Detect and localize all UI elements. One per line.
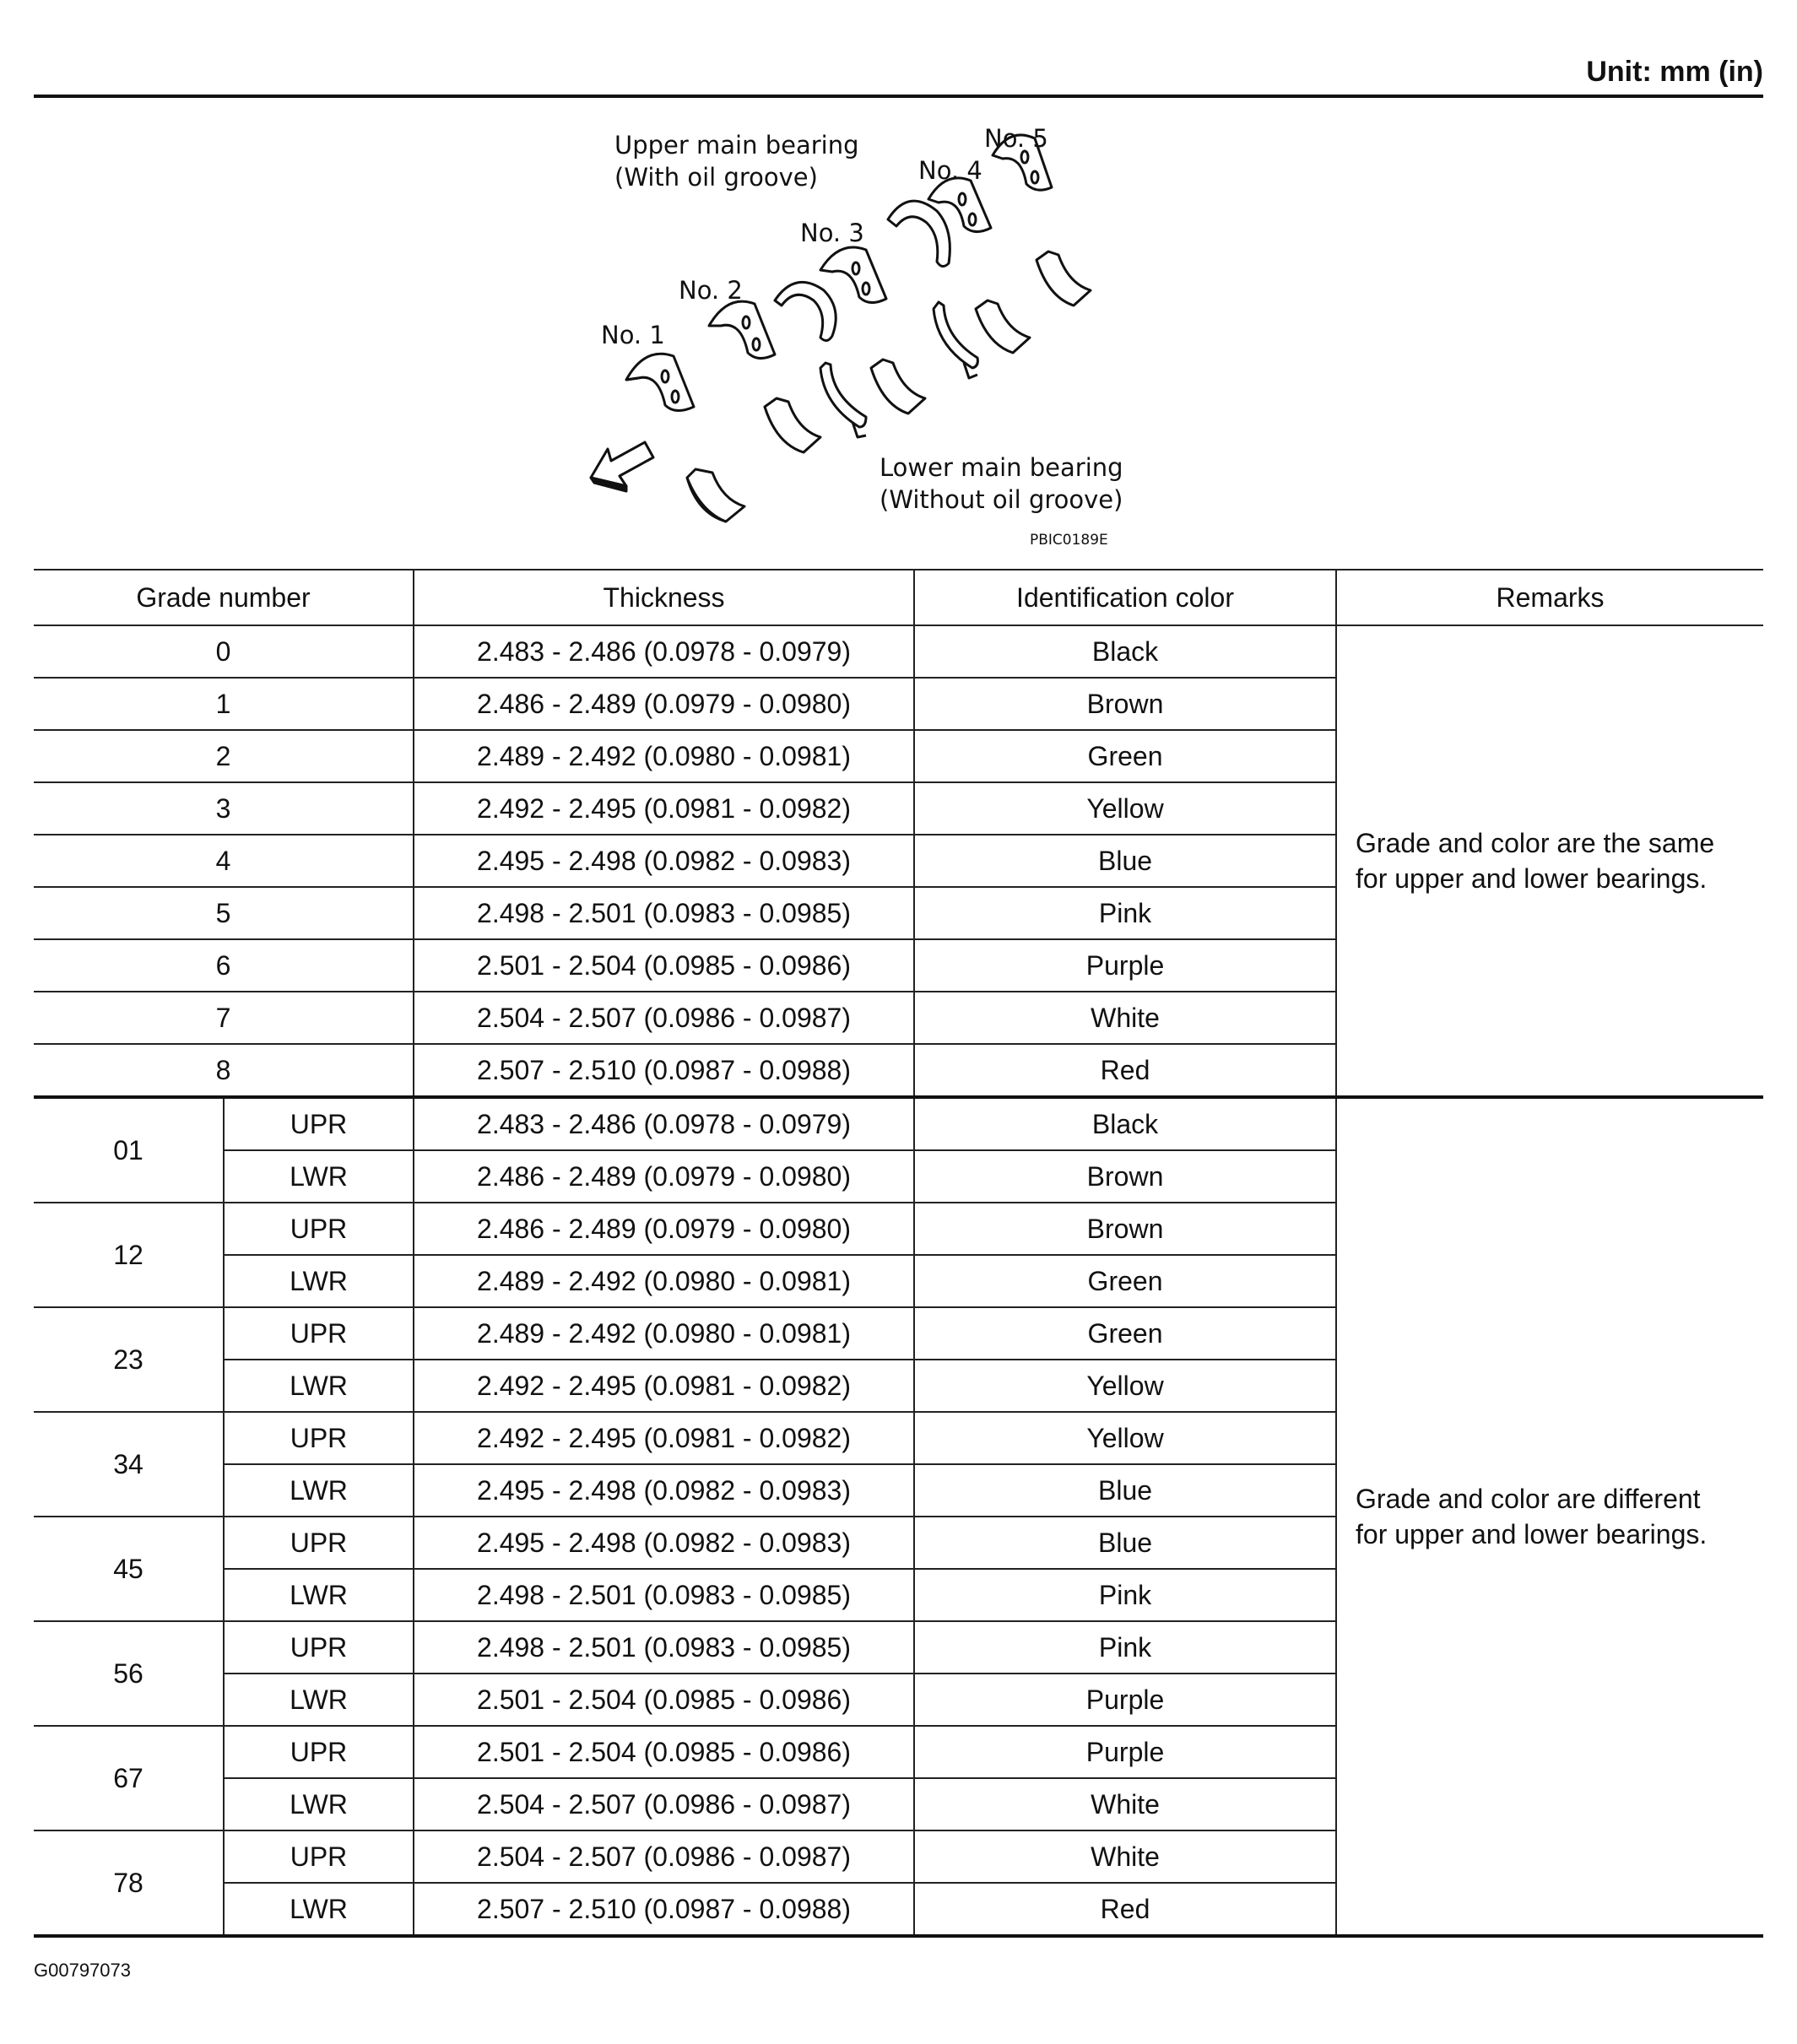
bearing-number-4: No. 4 xyxy=(918,156,982,185)
color-cell: White xyxy=(914,992,1336,1044)
grade-cell: 01 xyxy=(34,1097,224,1203)
thickness-cell: 2.501 - 2.504 (0.0985 - 0.0986) xyxy=(414,1726,914,1778)
thickness-cell: 2.492 - 2.495 (0.0981 - 0.0982) xyxy=(414,782,914,835)
thickness-cell: 2.486 - 2.489 (0.0979 - 0.0980) xyxy=(414,1203,914,1255)
position-cell: LWR xyxy=(224,1255,414,1307)
color-cell: Yellow xyxy=(914,782,1336,835)
position-cell: UPR xyxy=(224,1830,414,1883)
bearing-number-2: No. 2 xyxy=(679,276,743,305)
remark-different-line1: Grade and color are different xyxy=(1356,1484,1701,1514)
color-cell: Black xyxy=(914,625,1336,678)
color-cell: Purple xyxy=(914,1674,1336,1726)
lower-label-line1: Lower main bearing xyxy=(880,453,1123,482)
position-cell: LWR xyxy=(224,1360,414,1412)
top-rule xyxy=(34,95,1763,98)
thickness-cell: 2.498 - 2.501 (0.0983 - 0.0985) xyxy=(414,887,914,939)
color-cell: White xyxy=(914,1778,1336,1830)
thickness-cell: 2.504 - 2.507 (0.0986 - 0.0987) xyxy=(414,992,914,1044)
position-cell: LWR xyxy=(224,1778,414,1830)
thrust-washer-upper xyxy=(775,282,836,340)
upper-label-line2: (With oil groove) xyxy=(614,163,818,192)
position-cell: UPR xyxy=(224,1412,414,1464)
thickness-cell: 2.489 - 2.492 (0.0980 - 0.0981) xyxy=(414,1255,914,1307)
remark-different xyxy=(1336,1097,1763,1936)
color-cell: Green xyxy=(914,1307,1336,1360)
thrust-washer-upper-2 xyxy=(888,201,950,266)
thrust-washer-lower xyxy=(820,363,866,437)
color-cell: White xyxy=(914,1830,1336,1883)
upper-shell-4 xyxy=(928,178,991,232)
color-cell: Brown xyxy=(914,1150,1336,1203)
thickness-cell: 2.483 - 2.486 (0.0978 - 0.0979) xyxy=(414,1097,914,1150)
thickness-cell: 2.504 - 2.507 (0.0986 - 0.0987) xyxy=(414,1778,914,1830)
color-cell: Black xyxy=(914,1097,1336,1150)
lower-shell-5 xyxy=(1037,251,1091,306)
thickness-cell: 2.501 - 2.504 (0.0985 - 0.0986) xyxy=(414,939,914,992)
grade-cell: 23 xyxy=(34,1307,224,1412)
figure-code: PBIC0189E xyxy=(1030,532,1108,549)
grade-cell: 6 xyxy=(34,939,414,992)
grade-cell: 2 xyxy=(34,730,414,782)
thickness-cell: 2.486 - 2.489 (0.0979 - 0.0980) xyxy=(414,1150,914,1203)
bearing-diagram xyxy=(574,110,1215,565)
thickness-cell: 2.495 - 2.498 (0.0982 - 0.0983) xyxy=(414,1464,914,1517)
color-cell: Red xyxy=(914,1044,1336,1097)
remark-different-line2: for upper and lower bearings. xyxy=(1356,1519,1708,1549)
position-cell: UPR xyxy=(224,1097,414,1150)
position-cell: UPR xyxy=(224,1726,414,1778)
bearing-illustration xyxy=(574,110,1215,565)
color-cell: Yellow xyxy=(914,1412,1336,1464)
upper-shell-1 xyxy=(626,354,694,410)
grade-cell: 67 xyxy=(34,1726,224,1830)
thickness-cell: 2.483 - 2.486 (0.0978 - 0.0979) xyxy=(414,625,914,678)
color-cell: Yellow xyxy=(914,1360,1336,1412)
position-cell: UPR xyxy=(224,1203,414,1255)
position-cell: LWR xyxy=(224,1569,414,1621)
grade-cell: 8 xyxy=(34,1044,414,1097)
upper-shell-3 xyxy=(820,247,886,303)
color-cell: Pink xyxy=(914,1569,1336,1621)
lower-shell-4 xyxy=(976,300,1030,353)
thickness-cell: 2.495 - 2.498 (0.0982 - 0.0983) xyxy=(414,1517,914,1569)
thickness-cell: 2.507 - 2.510 (0.0987 - 0.0988) xyxy=(414,1044,914,1097)
thickness-cell: 2.498 - 2.501 (0.0983 - 0.0985) xyxy=(414,1621,914,1674)
position-cell: LWR xyxy=(224,1464,414,1517)
document-id: G00797073 xyxy=(34,1960,131,1981)
header-thickness: Thickness xyxy=(414,570,914,625)
grade-cell: 1 xyxy=(34,678,414,730)
front-direction-arrow-icon xyxy=(591,442,653,491)
bearing-number-5: No. 5 xyxy=(984,124,1048,153)
position-cell: LWR xyxy=(224,1883,414,1936)
remark-same xyxy=(1336,625,1763,1097)
bearing-grade-table xyxy=(34,569,1763,1938)
grade-cell: 12 xyxy=(34,1203,224,1307)
upper-shell-2 xyxy=(709,301,775,358)
grade-cell: 4 xyxy=(34,835,414,887)
position-cell: UPR xyxy=(224,1307,414,1360)
color-cell: Blue xyxy=(914,1517,1336,1569)
color-cell: Brown xyxy=(914,1203,1336,1255)
unit-label: Unit: mm (in) xyxy=(1586,56,1763,88)
color-cell: Blue xyxy=(914,1464,1336,1517)
grade-cell: 0 xyxy=(34,625,414,678)
lower-label-line2: (Without oil groove) xyxy=(880,485,1123,514)
thickness-cell: 2.489 - 2.492 (0.0980 - 0.0981) xyxy=(414,730,914,782)
color-cell: Green xyxy=(914,730,1336,782)
grade-cell: 56 xyxy=(34,1621,224,1726)
thickness-cell: 2.492 - 2.495 (0.0981 - 0.0982) xyxy=(414,1360,914,1412)
color-cell: Brown xyxy=(914,678,1336,730)
thickness-cell: 2.495 - 2.498 (0.0982 - 0.0983) xyxy=(414,835,914,887)
color-cell: Purple xyxy=(914,939,1336,992)
thickness-cell: 2.489 - 2.492 (0.0980 - 0.0981) xyxy=(414,1307,914,1360)
grade-cell: 5 xyxy=(34,887,414,939)
remark-same-line1: Grade and color are the same xyxy=(1356,828,1715,858)
lower-shell-2 xyxy=(765,398,820,452)
grade-cell: 45 xyxy=(34,1517,224,1621)
lower-shell-1 xyxy=(687,469,744,522)
color-cell: Red xyxy=(914,1883,1336,1936)
thickness-cell: 2.498 - 2.501 (0.0983 - 0.0985) xyxy=(414,1569,914,1621)
grade-cell: 34 xyxy=(34,1412,224,1517)
thickness-cell: 2.486 - 2.489 (0.0979 - 0.0980) xyxy=(414,678,914,730)
table-row xyxy=(34,625,1763,678)
thickness-cell: 2.504 - 2.507 (0.0986 - 0.0987) xyxy=(414,1830,914,1883)
position-cell: LWR xyxy=(224,1150,414,1203)
table-header-row xyxy=(34,570,1763,625)
grade-cell: 3 xyxy=(34,782,414,835)
grade-cell: 78 xyxy=(34,1830,224,1936)
header-identification-color: Identification color xyxy=(914,570,1336,625)
upper-label-line1: Upper main bearing xyxy=(614,131,859,160)
color-cell: Blue xyxy=(914,835,1336,887)
table-row xyxy=(34,1097,1763,1150)
position-cell: UPR xyxy=(224,1621,414,1674)
lower-shell-3 xyxy=(871,360,925,414)
thrust-washer-lower-2 xyxy=(934,302,977,378)
header-grade-number: Grade number xyxy=(34,570,414,625)
thickness-cell: 2.492 - 2.495 (0.0981 - 0.0982) xyxy=(414,1412,914,1464)
color-cell: Pink xyxy=(914,1621,1336,1674)
grade-cell: 7 xyxy=(34,992,414,1044)
position-cell: LWR xyxy=(224,1674,414,1726)
remark-same-line2: for upper and lower bearings. xyxy=(1356,863,1708,894)
thickness-cell: 2.501 - 2.504 (0.0985 - 0.0986) xyxy=(414,1674,914,1726)
color-cell: Purple xyxy=(914,1726,1336,1778)
position-cell: UPR xyxy=(224,1517,414,1569)
bearing-number-1: No. 1 xyxy=(601,321,665,349)
color-cell: Pink xyxy=(914,887,1336,939)
color-cell: Green xyxy=(914,1255,1336,1307)
header-remarks: Remarks xyxy=(1336,570,1763,625)
bearing-number-3: No. 3 xyxy=(800,219,864,247)
thickness-cell: 2.507 - 2.510 (0.0987 - 0.0988) xyxy=(414,1883,914,1936)
